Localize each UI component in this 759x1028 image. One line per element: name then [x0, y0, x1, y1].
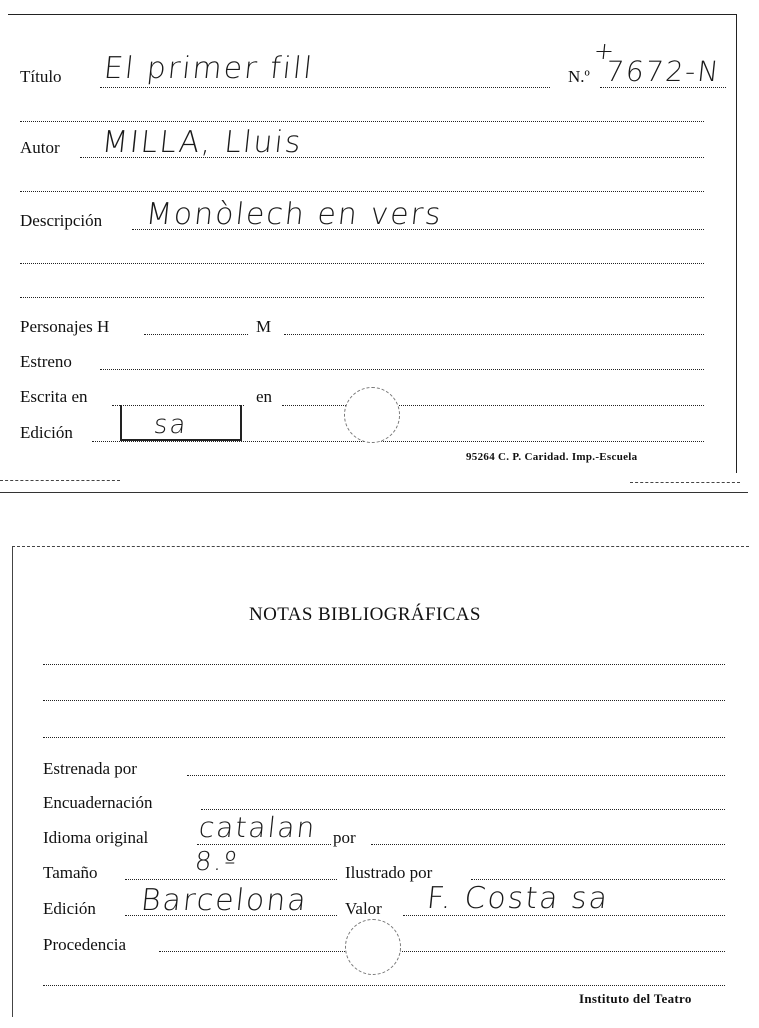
autor-value: MILLA, Lluis [100, 125, 305, 160]
edicion-label: Edición [20, 423, 73, 442]
estrenada-line [187, 775, 725, 776]
descripcion-label: Descripción [20, 211, 103, 230]
encuadernacion-line [201, 809, 725, 810]
ilustrado-label: Ilustrado por [345, 863, 433, 882]
idioma-line [197, 844, 331, 845]
estrenada-label: Estrenada por [43, 759, 137, 778]
titulo-line [100, 87, 550, 88]
edicion-value: sa [152, 410, 190, 440]
notas-line-2 [43, 700, 725, 701]
procedencia-line [159, 951, 725, 952]
edicion-line [92, 441, 704, 442]
printer-imprint: 95264 C. P. Caridad. Imp.-Escuela [466, 451, 638, 463]
notas-line-3 [43, 737, 725, 738]
ilustrado-line [471, 879, 725, 880]
descripcion-value: Monòlech en vers [144, 197, 445, 232]
titulo-continuation-line [20, 121, 704, 122]
escrita-label: Escrita en [20, 387, 88, 406]
tamano-label: Tamaño [43, 863, 98, 882]
titulo-label: Título [20, 67, 62, 86]
personajes-m-label: M [256, 317, 272, 336]
notas-bottom-line [43, 985, 725, 986]
procedencia-label: Procedencia [43, 935, 127, 954]
descripcion-line-3 [20, 297, 704, 298]
escrita-en-label: en [256, 387, 273, 406]
estreno-line [100, 369, 704, 370]
autor-continuation-line [20, 191, 704, 192]
tamano-line [125, 879, 337, 880]
autor-label: Autor [20, 138, 60, 157]
punch-hole [344, 387, 400, 443]
notas-heading: NOTAS BIBLIOGRÁFICAS [249, 604, 481, 625]
valor-label: Valor [345, 899, 382, 918]
idioma-label: Idioma original [43, 828, 149, 847]
descripcion-line-2 [20, 263, 704, 264]
institution-imprint: Instituto del Teatro [579, 991, 692, 1006]
card-edge-fragment [630, 482, 740, 483]
numero-value: 7672-N [604, 55, 723, 88]
catalog-card-back [12, 546, 749, 1017]
encuadernacion-label: Encuadernación [43, 793, 153, 812]
catalog-card-front [8, 14, 737, 473]
personajes-h-line [144, 334, 248, 335]
titulo-value: El primer fill [102, 51, 316, 86]
idioma-por-line [371, 844, 725, 845]
back-edicion-label: Edición [43, 899, 96, 918]
cross-mark: + [592, 37, 618, 65]
back-edicion-value: Barcelona [139, 883, 310, 918]
estreno-label: Estreno [20, 352, 72, 371]
valor-value: F. Costa sa [425, 881, 611, 916]
idioma-por-label: por [333, 828, 356, 847]
tamano-value: 8.º [193, 847, 240, 877]
numero-label: N.º [568, 67, 590, 86]
personajes-label: Personajes H [20, 317, 110, 336]
card-edge-fragment [0, 480, 120, 481]
notas-line-1 [43, 664, 725, 665]
personajes-m-line [284, 334, 704, 335]
punch-hole [345, 919, 401, 975]
card-separator-line [0, 492, 748, 493]
idioma-value: catalan [197, 811, 319, 844]
